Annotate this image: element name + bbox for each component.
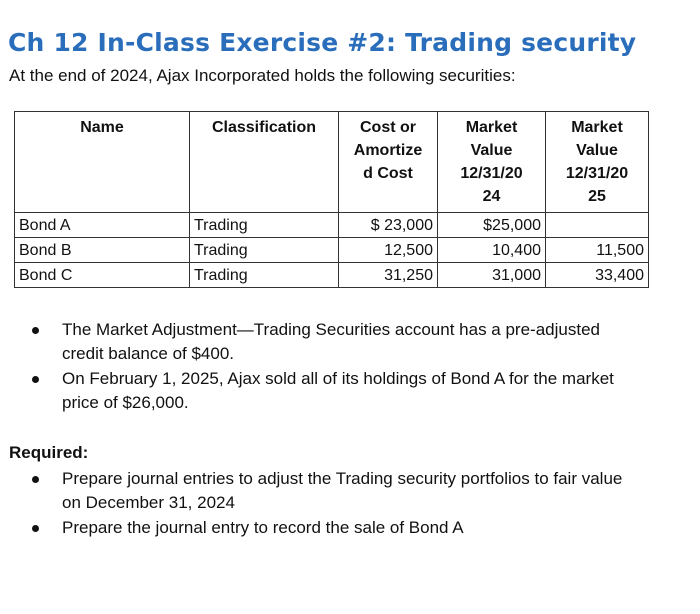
cell-mv2024: 31,000	[438, 263, 546, 288]
bullet-icon	[32, 525, 39, 532]
cell-cost: 31,250	[339, 263, 438, 288]
securities-table	[14, 111, 649, 288]
list-item-line: price of $26,000.	[62, 393, 189, 412]
table-header-row	[15, 112, 649, 213]
header-market-value-2024	[438, 112, 546, 213]
header-mv2024-line: Market	[465, 119, 518, 136]
header-mv2025-line: Value	[576, 142, 618, 159]
facts-list	[30, 318, 614, 416]
bullet-icon	[32, 376, 39, 383]
cell-mv2024: $25,000	[438, 213, 546, 238]
header-mv2025-line: 12/31/20	[565, 165, 629, 182]
list-item-line: On February 1, 2025, Ajax sold all of its holdings of Bond A for the market	[62, 369, 614, 388]
list-item	[30, 367, 614, 415]
cell-mv2025: 11,500	[546, 238, 649, 263]
list-item-line: on December 31, 2024	[62, 493, 235, 512]
header-mv2025-line: Market	[571, 119, 623, 136]
list-item-line: Prepare the journal entry to record the sale of Bond A	[62, 518, 464, 537]
bullet-icon	[32, 476, 39, 483]
required-list	[30, 467, 622, 541]
table-row	[15, 238, 649, 263]
header-cost-line: d Cost	[363, 165, 413, 182]
list-item-line: Prepare journal entries to adjust the Trading security portfolios to fair value	[62, 469, 623, 488]
header-mv2025-line: 25	[588, 188, 606, 205]
cell-mv2024: 10,400	[438, 238, 546, 263]
cell-mv2025	[546, 213, 649, 238]
cell-name: Bond B	[15, 238, 190, 263]
list-item	[30, 516, 622, 540]
list-item-line: The Market Adjustment—Trading Securities account has a pre-adjusted	[62, 320, 600, 339]
list-item	[30, 467, 622, 515]
cell-classification: Trading	[190, 213, 339, 238]
list-item	[30, 318, 614, 366]
header-name: Name	[15, 112, 190, 213]
intro-text: At the end of 2024, Ajax Incorporated holds the following securities:	[9, 66, 516, 85]
cell-classification: Trading	[190, 238, 339, 263]
header-classification: Classification	[190, 112, 339, 213]
bullet-icon	[32, 327, 39, 334]
table-row	[15, 263, 649, 288]
cell-name: Bond C	[15, 263, 190, 288]
cell-classification: Trading	[190, 263, 339, 288]
cell-cost: $ 23,000	[339, 213, 438, 238]
required-heading: Required:	[9, 443, 89, 462]
list-item-line: credit balance of $400.	[62, 344, 235, 363]
header-mv2024-line: Value	[470, 142, 513, 159]
header-cost-line: Cost or	[360, 119, 416, 136]
cell-name: Bond A	[15, 213, 190, 238]
cell-mv2025: 33,400	[546, 263, 649, 288]
header-mv2024-line: 24	[482, 188, 501, 205]
header-market-value-2025	[546, 112, 649, 213]
header-mv2024-line: 12/31/20	[460, 165, 523, 182]
table-row	[15, 213, 649, 238]
cell-cost: 12,500	[339, 238, 438, 263]
header-cost	[339, 112, 438, 213]
page-title: Ch 12 In-Class Exercise #2: Trading security	[8, 28, 637, 57]
header-cost-line: Amortize	[353, 142, 423, 159]
